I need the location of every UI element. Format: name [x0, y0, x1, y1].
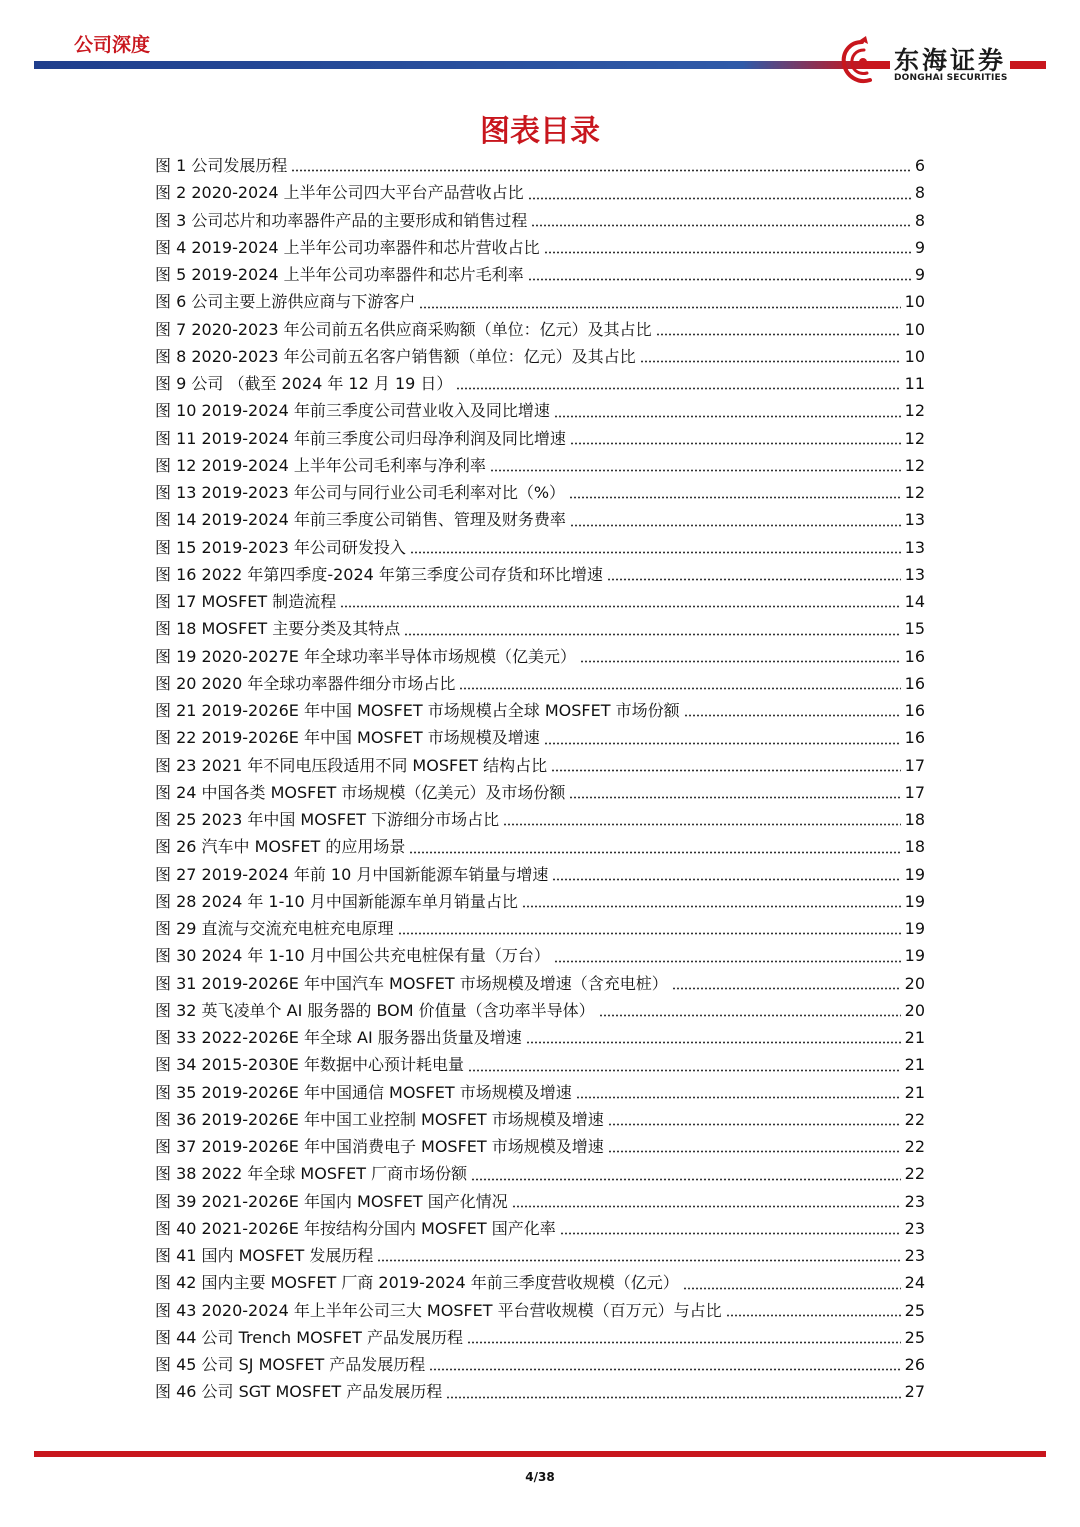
toc-dot-leader [522, 894, 901, 908]
toc-entry[interactable] [155, 425, 925, 452]
toc-dot-leader [608, 1112, 901, 1126]
toc-entry-page: 11 [904, 374, 925, 393]
toc-dot-leader [552, 867, 900, 881]
toc-entry-label: 图 12 2019-2024 上半年公司毛利率与净利率 [155, 455, 486, 475]
toc-entry[interactable] [155, 479, 925, 506]
toc-entry-page: 23 [904, 1246, 925, 1265]
toc-entry[interactable] [155, 1106, 925, 1133]
toc-entry[interactable] [155, 343, 925, 370]
toc-entry[interactable] [155, 534, 925, 561]
toc-entry[interactable] [155, 288, 925, 315]
toc-entry-label: 图 25 2023 年中国 MOSFET 下游细分市场占比 [155, 810, 500, 829]
toc-entry-label: 图 9 公司 （截至 2024 年 12 月 19 日） [155, 374, 453, 393]
toc-dot-leader [398, 921, 901, 935]
toc-entry[interactable] [155, 1242, 925, 1269]
toc-entry[interactable] [155, 397, 925, 424]
toc-entry-label: 图 19 2020-2027E 年全球功率半导体市场规模（亿美元） [155, 646, 576, 666]
toc-dot-leader [683, 1276, 901, 1290]
toc-entry-label: 图 45 公司 SJ MOSFET 产品发展历程 [155, 1355, 426, 1374]
toc-entry[interactable] [155, 1324, 925, 1351]
toc-entry-page: 12 [904, 455, 925, 475]
toc-dot-leader [569, 785, 900, 799]
toc-dot-leader [684, 703, 901, 717]
toc-entry-label: 图 18 MOSFET 主要分类及其特点 [155, 619, 401, 639]
toc-entry[interactable] [155, 234, 925, 261]
toc-entry[interactable] [155, 888, 925, 915]
toc-dot-leader [512, 1194, 901, 1208]
toc-entry-label: 图 5 2019-2024 上半年公司功率器件和芯片毛利率 [155, 265, 524, 284]
toc-entry-page: 21 [904, 1028, 925, 1047]
toc-entry-page: 12 [904, 483, 925, 502]
toc-dot-leader [490, 458, 901, 472]
toc-entry-page: 9 [914, 237, 925, 257]
toc-entry[interactable] [155, 452, 925, 479]
toc-dot-leader [531, 213, 910, 227]
toc-dot-leader [726, 1303, 901, 1317]
toc-entry-page: 25 [904, 1300, 925, 1320]
toc-dot-leader [528, 186, 911, 200]
toc-entry-page: 24 [904, 1273, 925, 1293]
toc-entry-page: 10 [904, 319, 925, 339]
toc-dot-leader [404, 622, 900, 636]
toc-entry-page: 22 [904, 1137, 925, 1156]
toc-entry-label: 图 46 公司 SGT MOSFET 产品发展历程 [155, 1382, 443, 1402]
toc-entry-label: 图 23 2021 年不同电压段适用不同 MOSFET 结构占比 [155, 755, 548, 775]
toc-entry-page: 12 [904, 428, 925, 448]
toc-dot-leader [429, 1357, 900, 1371]
toc-entry-label: 图 41 国内 MOSFET 发展历程 [155, 1246, 374, 1265]
toc-entry-label: 图 40 2021-2026E 年按结构分国内 MOSFET 国产化率 [155, 1218, 556, 1238]
toc-entry-page: 19 [904, 919, 925, 938]
toc-entry-page: 26 [904, 1355, 925, 1374]
toc-entry[interactable] [155, 697, 925, 724]
toc-dot-leader [528, 267, 911, 281]
page-title: 图表目录 [480, 114, 600, 149]
toc-entry-page: 14 [904, 592, 925, 611]
toc-dot-leader [554, 949, 901, 963]
toc-entry-page: 22 [904, 1164, 925, 1184]
toc-entry-page: 20 [904, 973, 925, 993]
logo-english-name: DONGHAI SECURITIES [894, 73, 1008, 83]
toc-dot-leader [544, 731, 901, 745]
toc-entry-label: 图 6 公司主要上游供应商与下游客户 [155, 292, 416, 312]
toc-entry[interactable] [155, 1269, 925, 1296]
toc-dot-leader [526, 1030, 901, 1044]
toc-entry-page: 10 [904, 292, 925, 312]
toc-entry-page: 21 [904, 1082, 925, 1102]
toc-dot-leader [544, 240, 911, 254]
toc-entry[interactable] [155, 370, 925, 397]
table-of-figures [155, 152, 925, 1406]
toc-entry[interactable] [155, 1133, 925, 1160]
toc-entry[interactable] [155, 1079, 925, 1106]
toc-entry-label: 图 27 2019-2024 年前 10 月中国新能源车销量与增速 [155, 864, 549, 884]
toc-entry-label: 图 26 汽车中 MOSFET 的应用场景 [155, 837, 406, 857]
toc-entry-label: 图 8 2020-2023 年公司前五名客户销售额（单位：亿元）及其占比 [155, 346, 636, 366]
toc-entry-page: 8 [914, 210, 925, 230]
toc-entry-label: 图 16 2022 年第四季度-2024 年第三季度公司存货和环比增速 [155, 564, 603, 584]
toc-entry-label: 图 24 中国各类 MOSFET 市场规模（亿美元）及市场份额 [155, 782, 566, 802]
toc-entry-page: 10 [904, 346, 925, 366]
toc-entry-label: 图 7 2020-2023 年公司前五名供应商采购额（单位：亿元）及其占比 [155, 319, 652, 339]
toc-entry[interactable] [155, 588, 925, 615]
toc-entry-label: 图 1 公司发展历程 [155, 156, 288, 175]
toc-entry[interactable] [155, 207, 925, 234]
toc-entry-label: 图 34 2015-2030E 年数据中心预计耗电量 [155, 1055, 464, 1075]
toc-entry-page: 15 [904, 619, 925, 639]
toc-entry[interactable] [155, 643, 925, 670]
toc-entry-label: 图 44 公司 Trench MOSFET 产品发展历程 [155, 1327, 464, 1347]
toc-entry-label: 图 22 2019-2026E 年中国 MOSFET 市场规模及增速 [155, 728, 540, 748]
toc-entry-page: 6 [914, 156, 925, 175]
toc-entry-page: 16 [904, 646, 925, 666]
toc-entry-page: 9 [914, 265, 925, 284]
toc-entry[interactable] [155, 506, 925, 533]
toc-dot-leader [580, 649, 901, 663]
toc-entry[interactable] [155, 833, 925, 860]
toc-dot-leader [377, 1248, 900, 1262]
toc-dot-leader [607, 567, 901, 581]
toc-entry-page: 21 [904, 1055, 925, 1075]
toc-dot-leader [569, 485, 901, 499]
toc-entry[interactable] [155, 1160, 925, 1187]
toc-dot-leader [446, 1385, 900, 1399]
toc-entry[interactable] [155, 1051, 925, 1078]
toc-entry[interactable] [155, 861, 925, 888]
toc-entry[interactable] [155, 724, 925, 751]
logo-chinese-name: 东海证券 [890, 41, 1010, 77]
toc-entry-label: 图 43 2020-2024 年上半年公司三大 MOSFET 平台营收规模（百万元）与占比 [155, 1300, 722, 1320]
toc-entry-page: 23 [904, 1191, 925, 1211]
toc-entry[interactable] [155, 316, 925, 343]
toc-entry-page: 20 [904, 1000, 925, 1020]
toc-entry[interactable] [155, 615, 925, 642]
toc-entry-label: 图 30 2024 年 1-10 月中国公共充电桩保有量（万台） [155, 946, 550, 966]
toc-entry-label: 图 13 2019-2023 年公司与同行业公司毛利率对比（%） [155, 483, 566, 502]
toc-entry-page: 18 [904, 837, 925, 857]
toc-dot-leader [576, 1085, 901, 1099]
toc-dot-leader [468, 1058, 901, 1072]
toc-dot-leader [459, 676, 900, 690]
toc-entry-label: 图 38 2022 年全球 MOSFET 厂商市场份额 [155, 1164, 468, 1184]
toc-dot-leader [599, 1003, 901, 1017]
toc-entry-label: 图 17 MOSFET 制造流程 [155, 592, 337, 611]
toc-entry-label: 图 42 国内主要 MOSFET 厂商 2019-2024 年前三季度营收规模（亿元） [155, 1273, 679, 1293]
toc-entry-page: 16 [904, 673, 925, 693]
toc-dot-leader [570, 431, 901, 445]
toc-dot-leader [467, 1330, 901, 1344]
toc-entry-page: 19 [904, 864, 925, 884]
toc-entry-page: 12 [904, 401, 925, 421]
toc-entry-page: 13 [904, 510, 925, 530]
toc-entry[interactable] [155, 942, 925, 969]
toc-entry[interactable] [155, 970, 925, 997]
toc-entry-page: 13 [904, 537, 925, 557]
toc-entry-page: 19 [904, 946, 925, 966]
toc-dot-leader [340, 594, 900, 608]
toc-dot-leader [560, 1221, 901, 1235]
toc-entry-page: 18 [904, 810, 925, 829]
toc-dot-leader [419, 295, 900, 309]
toc-entry-label: 图 29 直流与交流充电桩充电原理 [155, 919, 394, 938]
toc-dot-leader [409, 840, 900, 854]
toc-entry[interactable] [155, 261, 925, 288]
toc-dot-leader [471, 1167, 900, 1181]
toc-dot-leader [570, 513, 901, 527]
toc-entry-label: 图 14 2019-2024 年前三季度公司销售、管理及财务费率 [155, 510, 566, 530]
toc-entry[interactable] [155, 1024, 925, 1051]
toc-dot-leader [608, 1139, 901, 1153]
toc-entry-label: 图 28 2024 年 1-10 月中国新能源车单月销量占比 [155, 891, 518, 911]
toc-entry-page: 17 [904, 782, 925, 802]
toc-entry-page: 23 [904, 1218, 925, 1238]
toc-entry-label: 图 21 2019-2026E 年中国 MOSFET 市场规模占全球 MOSFET 市场份额 [155, 701, 680, 720]
toc-entry-label: 图 37 2019-2026E 年中国消费电子 MOSFET 市场规模及增速 [155, 1137, 604, 1156]
toc-entry-page: 16 [904, 701, 925, 720]
toc-entry[interactable] [155, 806, 925, 833]
toc-entry-page: 22 [904, 1109, 925, 1129]
toc-entry-label: 图 3 公司芯片和功率器件产品的主要形成和销售过程 [155, 210, 528, 230]
toc-dot-leader [503, 812, 900, 826]
toc-entry-label: 图 39 2021-2026E 年国内 MOSFET 国产化情况 [155, 1191, 508, 1211]
toc-entry[interactable] [155, 670, 925, 697]
toc-entry[interactable] [155, 1297, 925, 1324]
toc-entry[interactable] [155, 997, 925, 1024]
section-label: 公司深度 [74, 34, 151, 56]
toc-dot-leader [291, 158, 910, 172]
toc-dot-leader [656, 322, 901, 336]
toc-entry-label: 图 20 2020 年全球功率器件细分市场占比 [155, 673, 456, 693]
toc-entry-label: 图 33 2022-2026E 年全球 AI 服务器出货量及增速 [155, 1028, 522, 1047]
toc-entry-page: 19 [904, 891, 925, 911]
toc-entry[interactable] [155, 179, 925, 206]
toc-entry-page: 27 [904, 1382, 925, 1402]
toc-entry-page: 13 [904, 564, 925, 584]
toc-dot-leader [410, 540, 901, 554]
toc-entry-label: 图 32 英飞凌单个 AI 服务器的 BOM 价值量（含功率半导体） [155, 1000, 595, 1020]
toc-entry[interactable] [155, 1378, 925, 1405]
toc-entry[interactable] [155, 1188, 925, 1215]
footer-rule [34, 1451, 1046, 1457]
toc-dot-leader [456, 376, 900, 390]
toc-entry-label: 图 35 2019-2026E 年中国通信 MOSFET 市场规模及增速 [155, 1082, 572, 1102]
toc-entry-label: 图 2 2020-2024 上半年公司四大平台产品营收占比 [155, 183, 524, 203]
toc-entry[interactable] [155, 561, 925, 588]
toc-entry[interactable] [155, 152, 925, 179]
toc-entry-page: 25 [904, 1327, 925, 1347]
toc-entry-page: 16 [904, 728, 925, 748]
toc-entry[interactable] [155, 1215, 925, 1242]
toc-entry[interactable] [155, 779, 925, 806]
toc-dot-leader [640, 349, 901, 363]
toc-entry-label: 图 36 2019-2026E 年中国工业控制 MOSFET 市场规模及增速 [155, 1109, 604, 1129]
toc-dot-leader [672, 976, 901, 990]
toc-entry[interactable] [155, 752, 925, 779]
toc-entry-page: 17 [904, 755, 925, 775]
page-number: 4/38 [525, 1470, 555, 1484]
toc-entry-label: 图 15 2019-2023 年公司研发投入 [155, 537, 406, 557]
toc-entry-page: 8 [914, 183, 925, 203]
toc-entry[interactable] [155, 1351, 925, 1378]
toc-dot-leader [551, 758, 900, 772]
company-logo [836, 36, 1046, 90]
toc-entry-label: 图 11 2019-2024 年前三季度公司归母净利润及同比增速 [155, 428, 566, 448]
dragon-logo-icon [836, 36, 884, 88]
toc-entry-label: 图 10 2019-2024 年前三季度公司营业收入及同比增速 [155, 401, 550, 421]
toc-dot-leader [554, 404, 901, 418]
toc-entry-label: 图 4 2019-2024 上半年公司功率器件和芯片营收占比 [155, 237, 540, 257]
toc-entry[interactable] [155, 915, 925, 942]
toc-entry-label: 图 31 2019-2026E 年中国汽车 MOSFET 市场规模及增速（含充电桩） [155, 973, 668, 993]
